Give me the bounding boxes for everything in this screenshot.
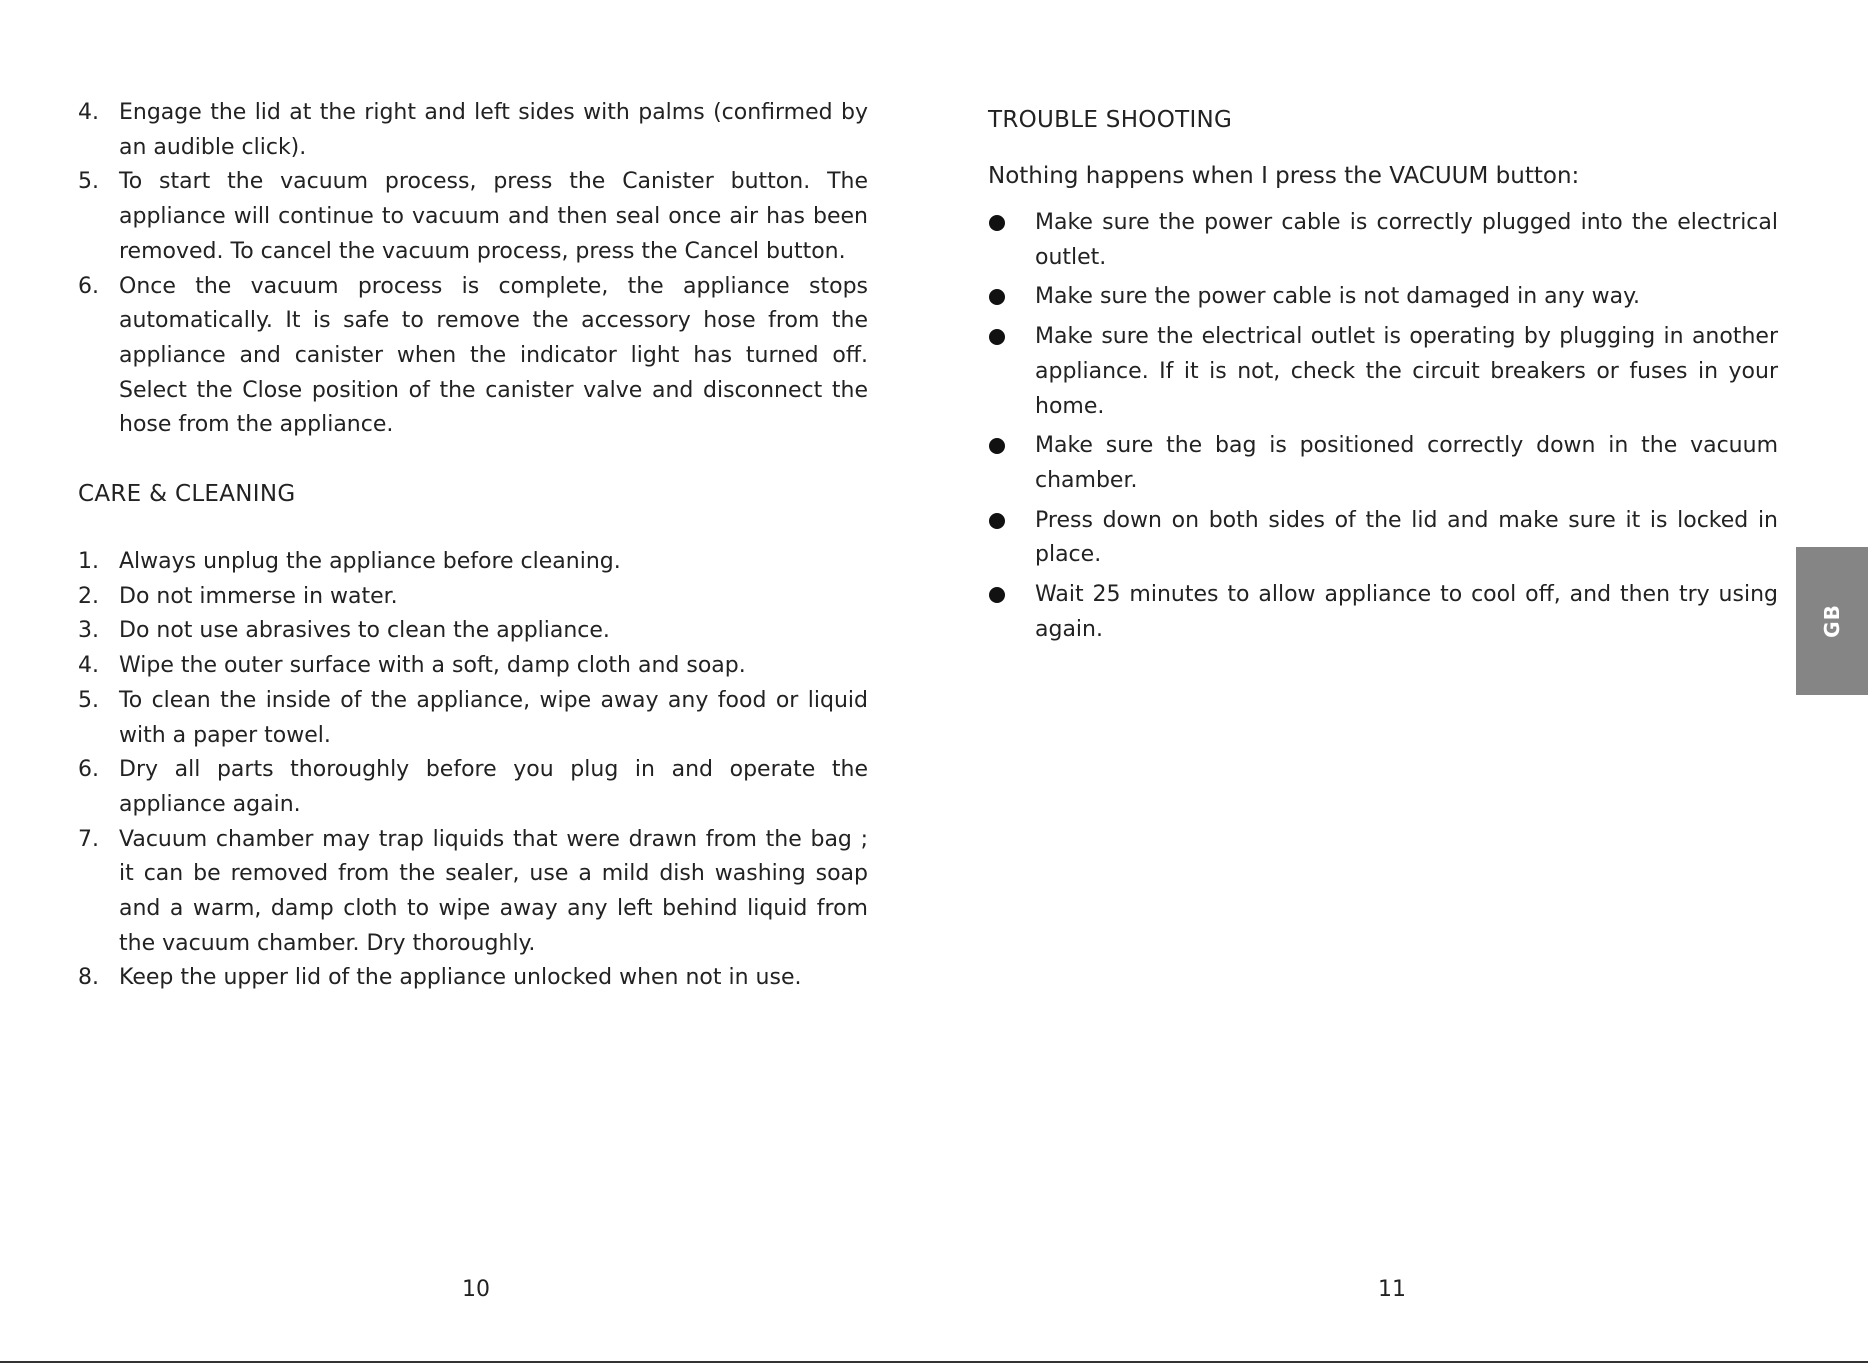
step-number: 5.	[78, 169, 99, 195]
list-item	[988, 429, 1778, 498]
list-item	[78, 614, 868, 649]
step-number: 8.	[78, 965, 99, 991]
step-text: Keep the upper lid of the appliance unlocked when not in use.	[119, 965, 802, 991]
bullet-icon	[989, 513, 1005, 529]
care-cleaning-heading: CARE & CLEANING	[78, 481, 296, 508]
list-item	[988, 578, 1778, 647]
step-number: 2.	[78, 583, 99, 609]
step-text: Do not use abrasives to clean the appliance.	[119, 618, 610, 644]
step-number: 3.	[78, 618, 99, 644]
list-item	[78, 96, 868, 165]
bullet-icon	[989, 215, 1005, 231]
list-item	[78, 545, 868, 580]
bullet-icon	[989, 587, 1005, 603]
step-text: To start the vacuum process, press the Canister button. The appliance will continue to vacuum and then seal once air has been removed. To cancel the vacuum process, press the Cancel button.	[119, 169, 868, 264]
list-item	[78, 165, 868, 269]
care-steps-list	[78, 545, 868, 996]
bullet-icon	[989, 329, 1005, 345]
bullet-icon	[989, 438, 1005, 454]
page-number-left: 10	[462, 1277, 490, 1302]
bullet-icon	[989, 289, 1005, 305]
bullet-text: Make sure the bag is positioned correctly down in the vacuum chamber.	[1035, 433, 1778, 493]
step-text: To clean the inside of the appliance, wipe away any food or liquid with a paper towel.	[119, 687, 868, 748]
list-item	[988, 320, 1778, 424]
step-number: 6.	[78, 273, 99, 299]
list-item	[78, 684, 868, 753]
list-item	[78, 649, 868, 684]
step-text: Vacuum chamber may trap liquids that were drawn from the bag ; it can be removed from the sealer, use a mild dish washing soap and a warm, damp cloth to wipe away any left behind liquid from the vacuum chamber. Dry thoroughly.	[119, 826, 868, 956]
step-number: 6.	[78, 757, 99, 783]
step-number: 1.	[78, 549, 99, 575]
step-text: Always unplug the appliance before cleaning.	[119, 549, 621, 575]
step-text: Dry all parts thoroughly before you plug in and operate the appliance again.	[119, 757, 868, 817]
step-number: 5.	[78, 687, 99, 713]
step-text: Do not immerse in water.	[119, 583, 398, 609]
step-text: Engage the lid at the right and left sides with palms (confirmed by an audible click).	[119, 100, 868, 160]
list-item	[988, 280, 1778, 315]
bullet-text: Wait 25 minutes to allow appliance to cool off, and then try using again.	[1035, 582, 1778, 642]
step-number: 4.	[78, 653, 99, 679]
list-item	[78, 580, 868, 615]
trouble-shooting-subheading: Nothing happens when I press the VACUUM button:	[988, 163, 1580, 189]
list-item	[988, 206, 1778, 275]
list-item	[78, 961, 868, 996]
step-text: Wipe the outer surface with a soft, damp cloth and soap.	[119, 653, 746, 679]
step-number: 4.	[78, 100, 99, 125]
right-page	[988, 0, 1778, 652]
bullet-text: Make sure the power cable is correctly plugged into the electrical outlet.	[1035, 210, 1778, 270]
intro-steps-list	[78, 96, 868, 443]
bullet-text: Make sure the power cable is not damaged in any way.	[1035, 284, 1640, 310]
bullet-text: Make sure the electrical outlet is operating by plugging in another appliance. If it is not, check the circuit breakers or fuses in your home.	[1035, 324, 1778, 419]
page-number-right: 11	[1378, 1277, 1406, 1302]
list-item	[988, 504, 1778, 573]
language-tab	[1796, 547, 1868, 695]
bullet-text: Press down on both sides of the lid and make sure it is locked in place.	[1035, 507, 1778, 568]
left-page	[78, 0, 868, 996]
language-tab-label: GB	[1819, 604, 1844, 638]
step-text: Once the vacuum process is complete, the appliance stops automatically. It is safe to remove the accessory hose from the appliance and canister when the indicator light has turned off. Select the Close position of the canister valve and disconnect the hose from the appliance.	[119, 273, 868, 438]
list-item	[78, 270, 868, 444]
bottom-divider	[0, 1361, 1868, 1363]
trouble-shooting-heading: TROUBLE SHOOTING	[988, 107, 1233, 133]
step-number: 7.	[78, 826, 99, 852]
list-item	[78, 753, 868, 822]
list-item	[78, 823, 868, 962]
troubleshooting-list	[988, 206, 1778, 647]
